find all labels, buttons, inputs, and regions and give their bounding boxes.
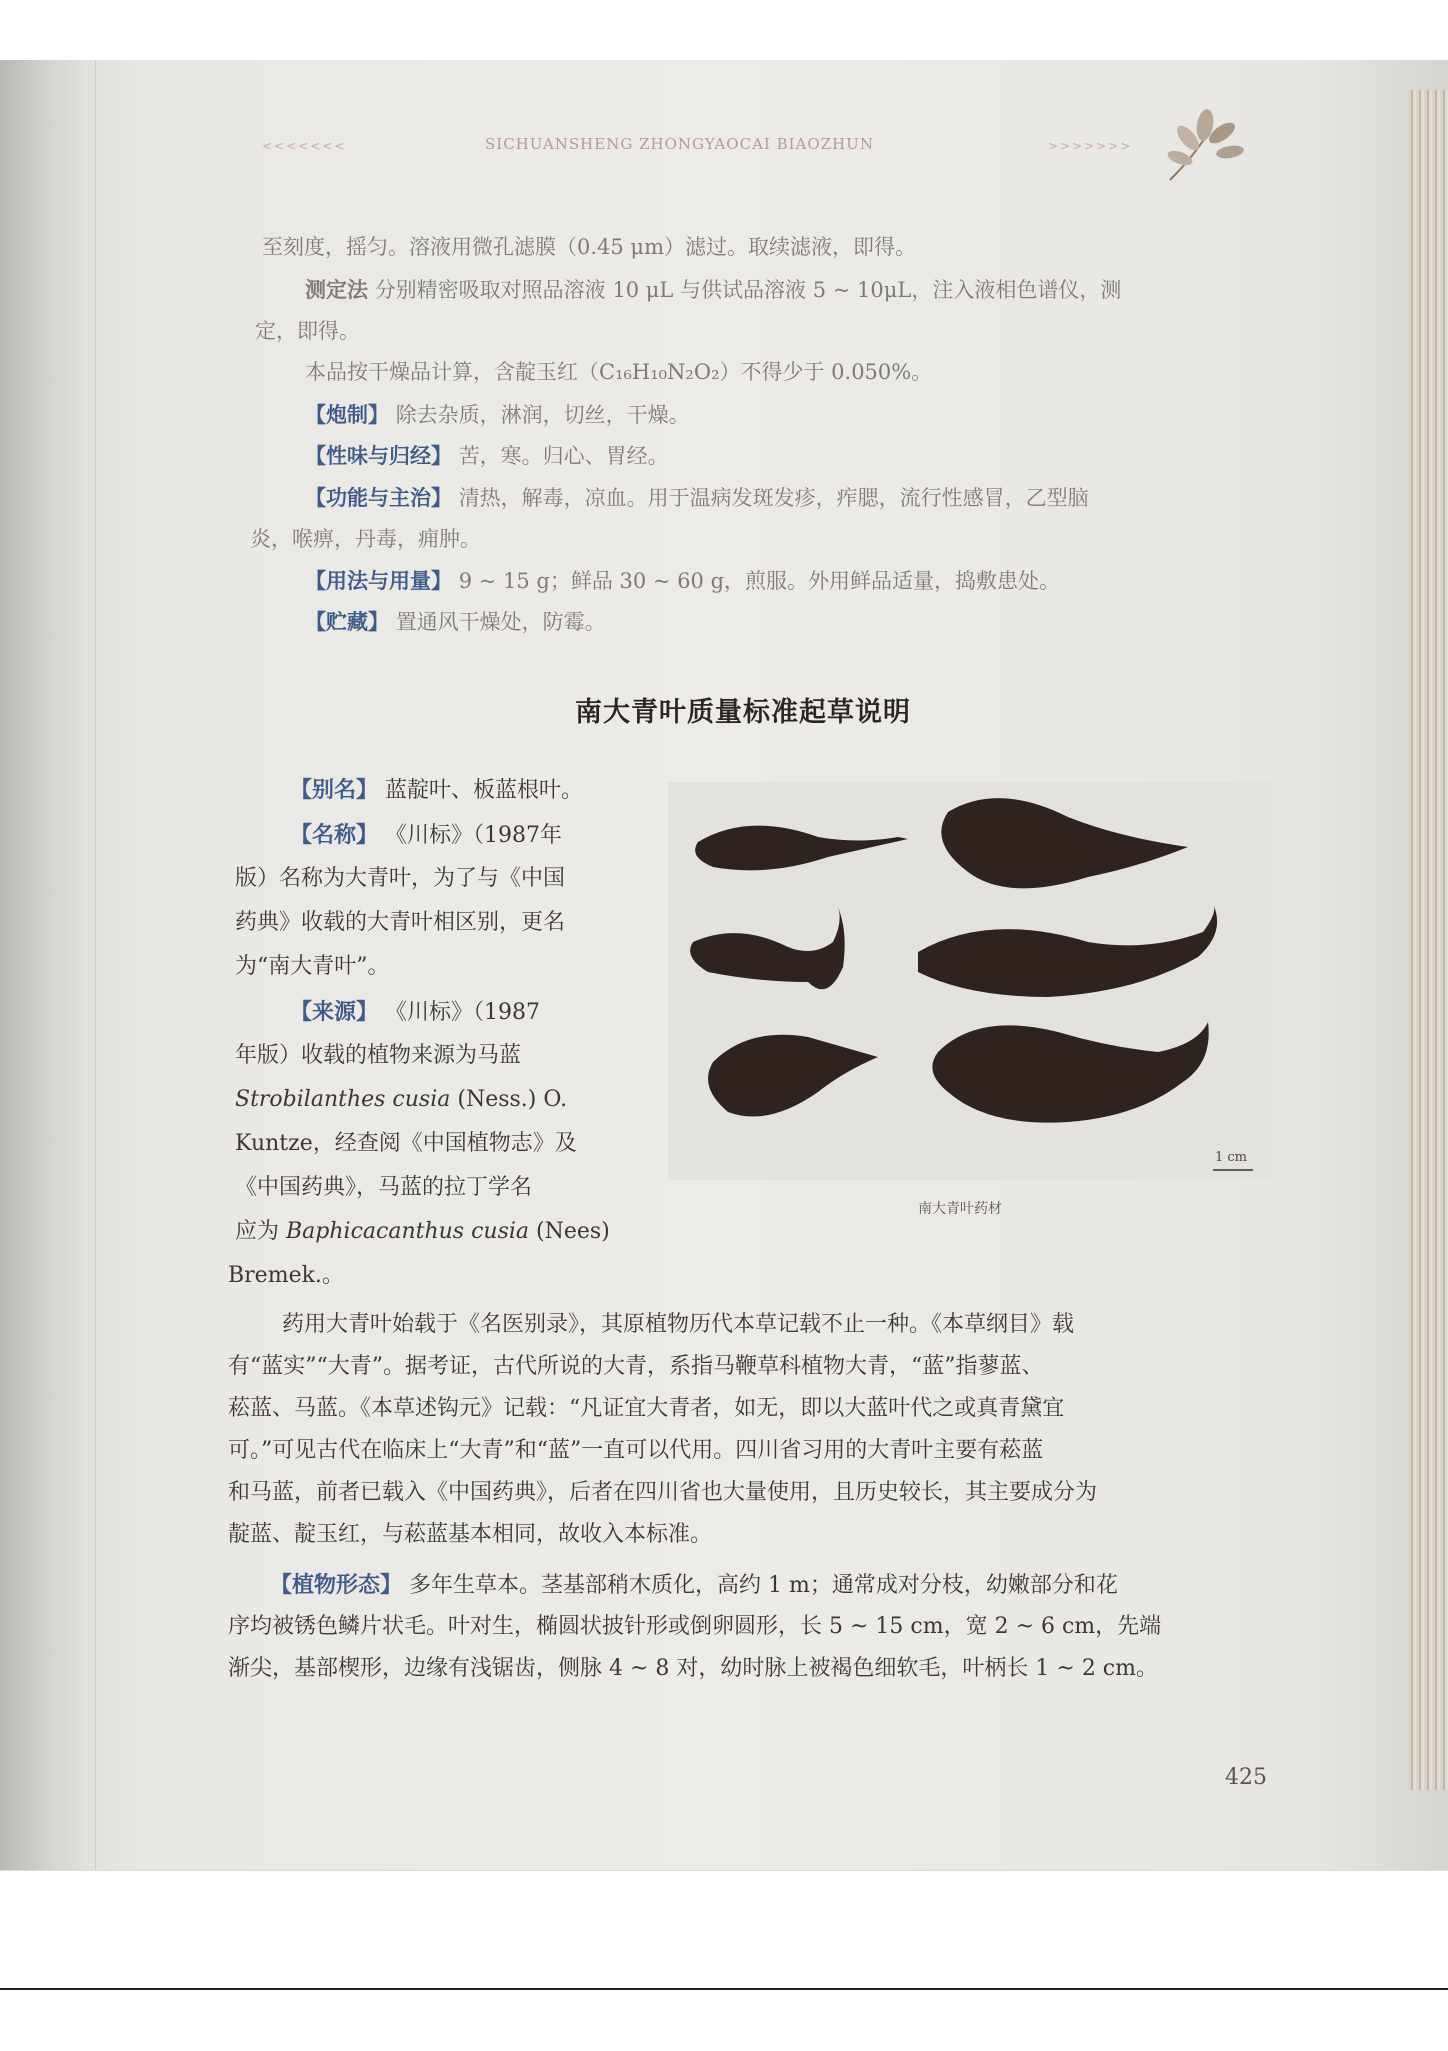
zhiwu-text: 多年生草本。茎基部稍木质化，高约 1 m；通常成对分枝，幼嫩部分和花 [409,1573,1118,1598]
header-deco-left: <<<<<<< [262,139,347,153]
text-line: 药典》收载的大青叶相区别，更名 [235,910,566,935]
content-line: 本品按干燥品计算，含靛玉红（C₁₆H₁₀N₂O₂）不得少于 0.050%。 [305,360,933,384]
paozhi-line [305,400,690,430]
dried-leaves-image [668,782,1273,1180]
bieming-text: 蓝靛叶、板蓝根叶。 [385,778,584,803]
xingwei-text: 苦，寒。归心、胃经。 [458,444,669,468]
xingwei-tag: 【性味与归经】 [305,443,452,468]
zhiwu-tag: 【植物形态】 [270,1572,403,1598]
xingwei-line [305,441,669,471]
text-line: Bremek.。 [228,1263,344,1288]
text-line: Kuntze，经查阅《中国植物志》及 [235,1131,577,1156]
latin-name-line-2 [235,1217,610,1247]
figure-caption: 南大青叶药材 [918,1201,1002,1217]
bieming-tag: 【别名】 [290,777,379,803]
laiyuan-line [290,997,540,1028]
paozhi-text: 除去杂质，淋润，切丝，干燥。 [395,403,690,427]
body-line: 可。”可见古代在临床上“大青”和“蓝”一直可以代用。四川省习用的大青叶主要有菘蓝 [228,1438,1044,1463]
text-line: 年版）收载的植物来源为马蓝 [235,1043,522,1068]
text-line: 为“南大青叶”。 [235,954,390,979]
laiyuan-tag: 【来源】 [290,999,379,1025]
section-title: 南大青叶质量标准起草说明 [575,697,911,728]
paozhi-tag: 【炮制】 [305,402,389,427]
running-title: SICHUANSHENG ZHONGYAOCAI BIAOZHUN [485,135,874,153]
latin-name-line [235,1085,567,1115]
body-line: 靛蓝、靛玉红，与菘蓝基本相同，故收入本标准。 [228,1522,713,1547]
text-prefix: 应为 [235,1219,280,1244]
text-line: 至刻度，摇匀。溶液用微孔滤膜（0.45 μm）滤过。取续滤液，即得。 [262,235,916,259]
mingcheng-tag: 【名称】 [290,822,379,848]
specimen-photo [668,782,1273,1180]
zhucang-line [305,607,606,637]
book-spine [0,60,96,1870]
gongneng-line [305,483,1089,513]
zhucang-tag: 【贮藏】 [305,609,389,634]
header-deco-right: >>>>>>> [1048,139,1133,153]
measurement-method-line [305,275,1121,305]
bottom-margin [0,1870,1448,2051]
latin-name: Strobilanthes cusia [235,1087,451,1112]
zhiwu-line [270,1570,1118,1601]
method-label: 测定法 [305,277,368,302]
text-line: 《中国药典》，马蓝的拉丁学名 [235,1175,533,1200]
text-line: 定，即得。 [255,319,360,343]
yongfa-text: 9 ~ 15 g；鲜品 30 ~ 60 g，煎服。外用鲜品适量，捣敷患处。 [458,569,1061,593]
body-line: 序均被锈色鳞片状毛。叶对生，椭圆状披针形或倒卵圆形，长 5 ~ 15 cm，宽 2 ~ 6 cm，先端 [228,1614,1162,1639]
mingcheng-text: 《川标》（1987年 [385,823,563,848]
gongneng-line-2: 炎，喉痹，丹毒，痈肿。 [250,527,481,551]
latin-author-2: (Nees) [536,1219,610,1244]
page-edges [1408,90,1448,1790]
body-line: 菘蓝、马蓝。《本草述钩元》记载：“凡证宜大青者，如无，即以大蓝叶代之或真青黛宜 [228,1396,1065,1421]
bottom-rule [0,1988,1448,1990]
latin-author: (Ness.) O. [457,1087,568,1112]
latin-name-2: Baphicacanthus cusia [286,1219,530,1244]
text-line: 版）名称为大青叶，为了与《中国 [235,866,566,891]
leaf-logo-icon [1150,100,1250,190]
body-line: 和马蓝，前者已载入《中国药典》，后者在四川省也大量使用，且历史较长，其主要成分为 [228,1480,1098,1505]
yongfa-line [305,566,1060,596]
body-line: 渐尖，基部楔形，边缘有浅锯齿，侧脉 4 ~ 8 对，幼时脉上被褐色细软毛，叶柄长 1 ~ 2 cm。 [228,1656,1158,1681]
laiyuan-text: 《川标》（1987 [385,1000,541,1025]
body-line: 药用大青叶始载于《名医别录》，其原植物历代本草记载不止一种。《本草纲目》载 [282,1312,1075,1337]
yongfa-tag: 【用法与用量】 [305,568,452,593]
scale-bar-label: 1 cm [1215,1150,1248,1165]
mingcheng-line [290,820,562,851]
bieming-line [290,775,583,806]
zhucang-text: 置通风干燥处，防霉。 [395,610,606,634]
gongneng-tag: 【功能与主治】 [305,485,452,510]
body-line: 有“蓝实”“大青”。据考证，古代所说的大青，系指马鞭草科植物大青，“蓝”指蓼蓝、 [228,1354,1044,1379]
page-number: 425 [1225,1765,1267,1790]
gongneng-text: 清热，解毒，凉血。用于温病发斑发疹，痄腮，流行性感冒，乙型脑 [458,486,1089,510]
method-text: 分别精密吸取对照品溶液 10 μL 与供试品溶液 5 ~ 10μL，注入液相色谱仪，测 [374,278,1122,302]
